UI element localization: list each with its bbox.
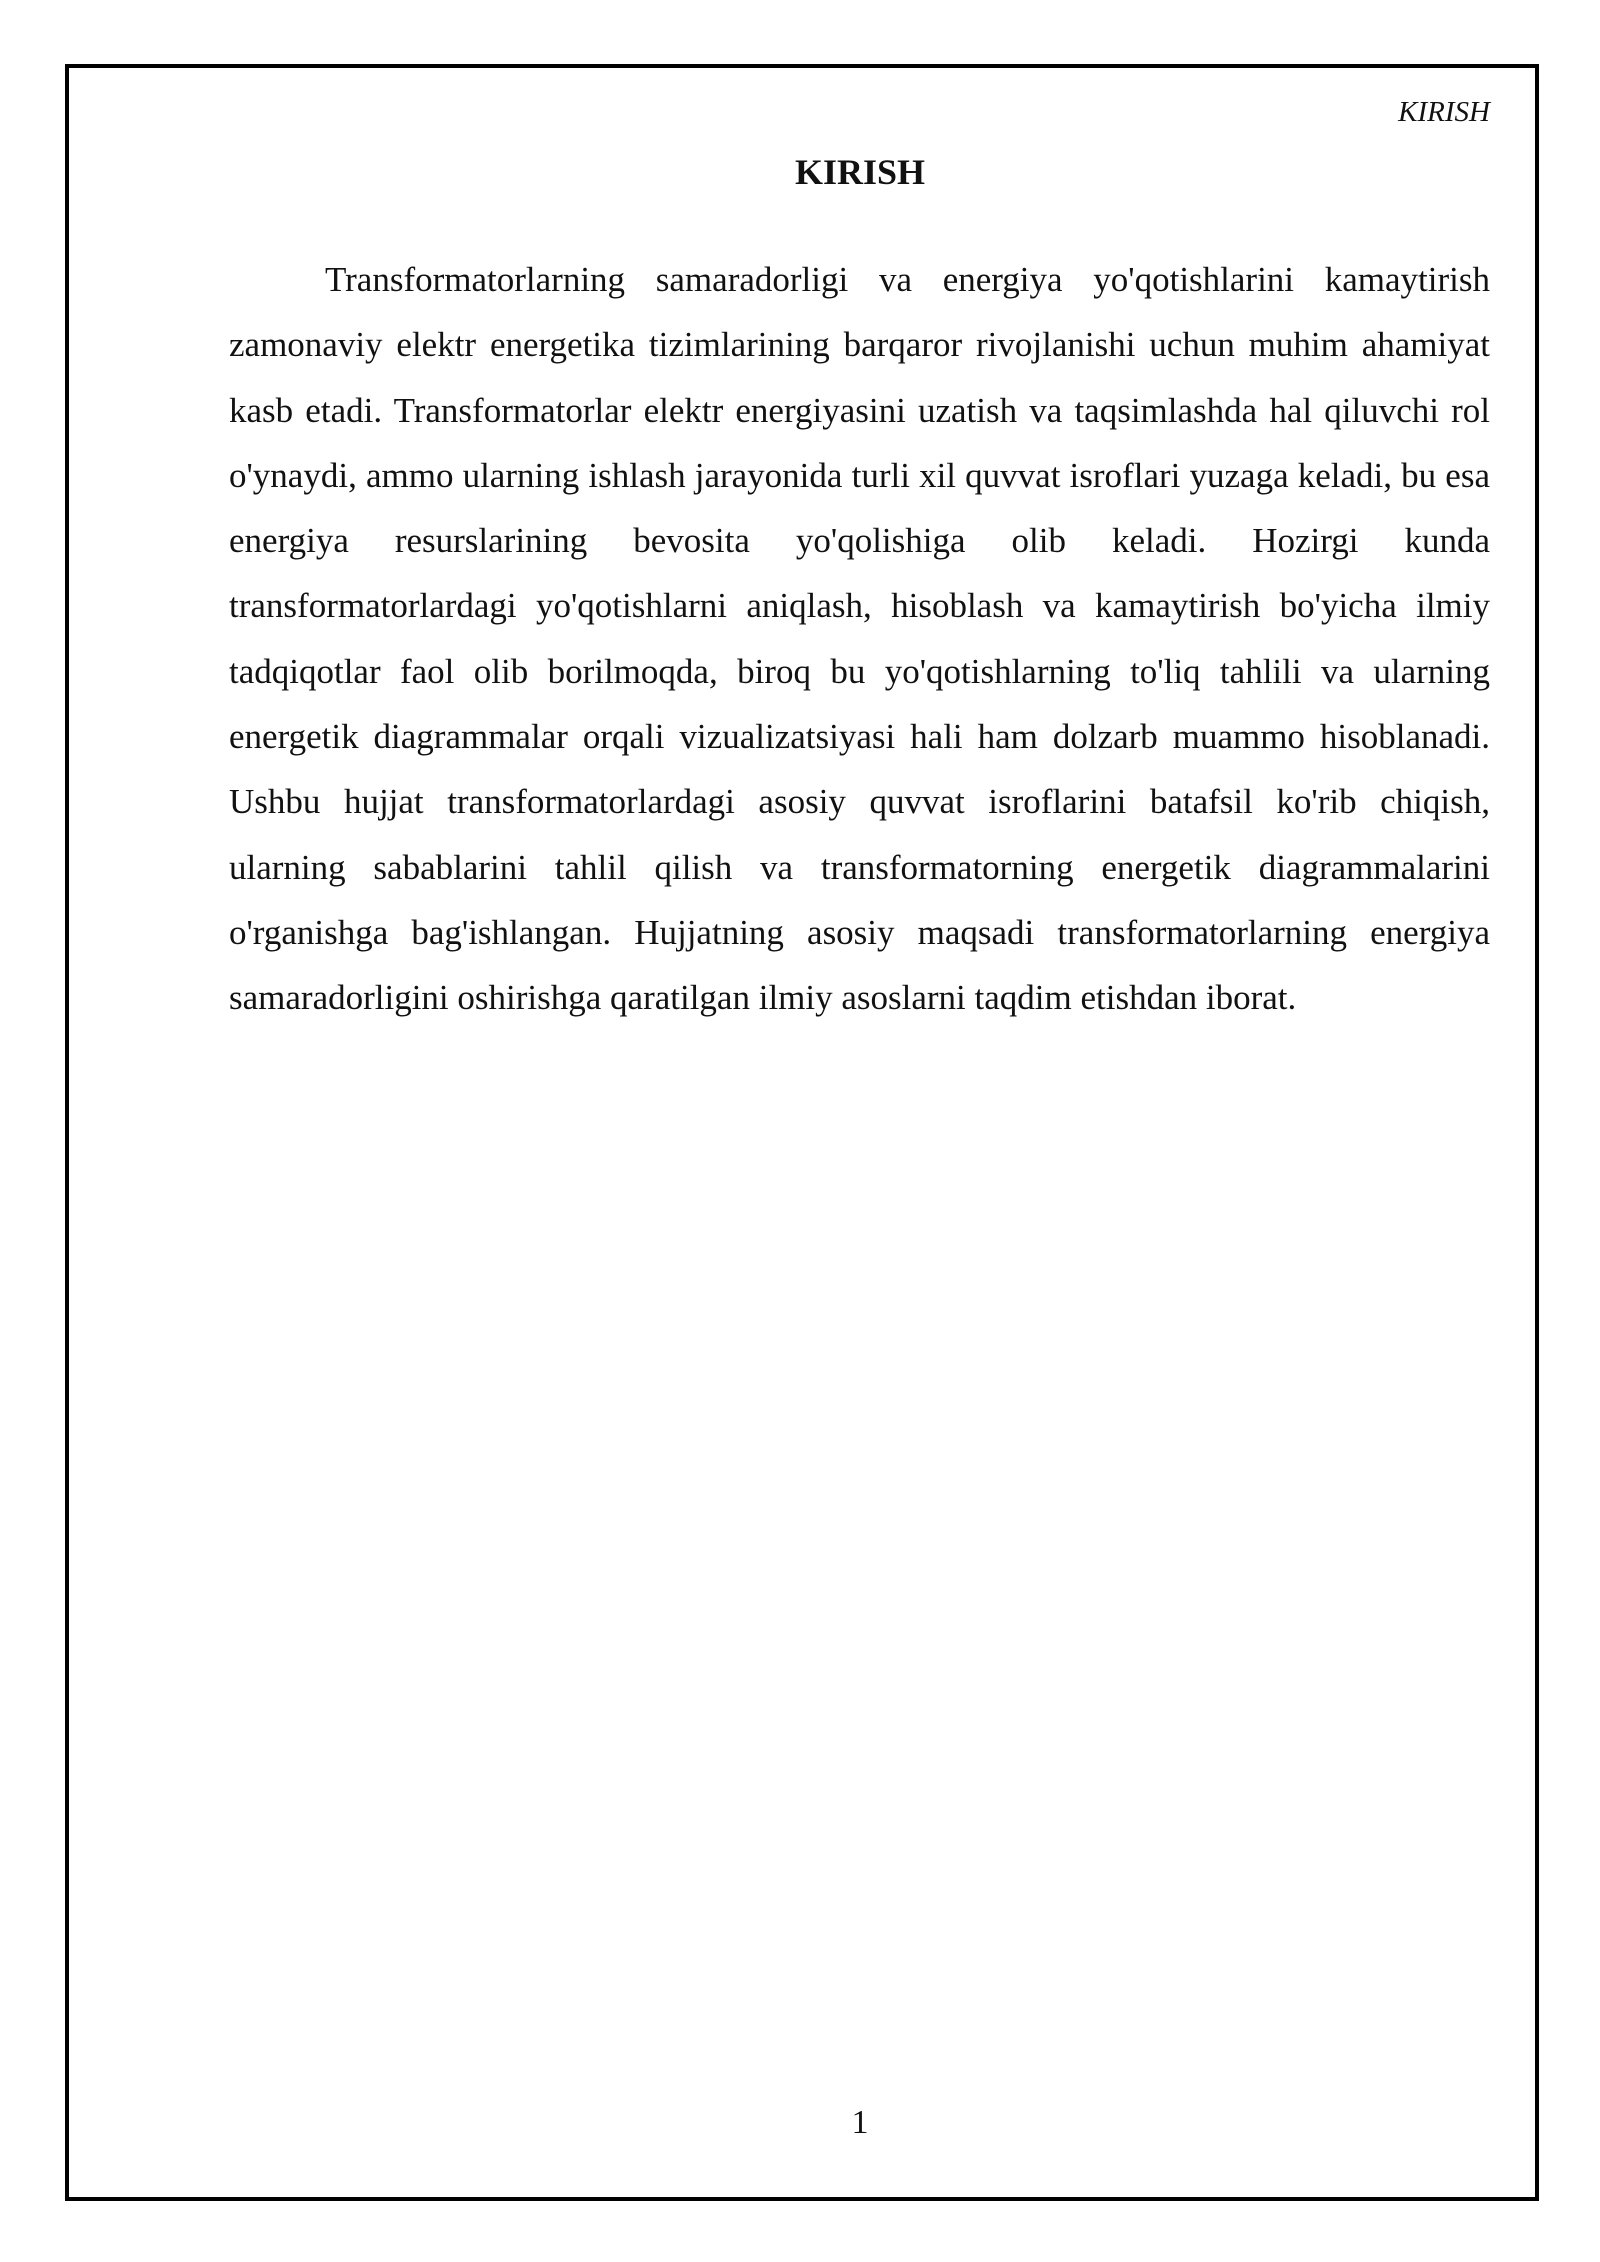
page-title: KIRISH [794,152,926,192]
running-header: KIRISH [1398,96,1490,128]
page-number: 1 [851,2104,869,2141]
body-paragraph: Transformatorlarning samaradorligi va energiya yo'qotishlarini kamaytirish zamonaviy elektr energetika tizimlarining barqaror rivojlanishi uchun muhim ahamiyat kasb etadi. Transformatorlar elektr energiyasini uzatish va taqsimlashda hal qiluvchi rol o'ynaydi, ammo ularning ishlash jarayonida turli xil quvvat isroflari yuzaga keladi, bu esa energiya resurslarining bevosita yo'qolishiga olib keladi. Hozirgi kunda transformatorlardagi yo'qotishlarni aniqlash, hisoblash va kamaytirish bo'yicha ilmiy tadqiqotlar faol olib borilmoqda, biroq bu yo'qotishlarning to'liq tahlili va ularning energetik diagrammalar orqali vizualizatsiyasi hali ham dolzarb muammo hisoblanadi. Ushbu hujjat transformatorlardagi asosiy quvvat isroflarini batafsil ko'rib chiqish, ularning sabablarini tahlil qilish va transformatorning energetik diagrammalarini o'rganishga bag'ishlangan. Hujjatning asosiy maqsadi transformatorlarning energiya samaradorligini oshirishga qaratilgan ilmiy asoslarni taqdim etishdan iborat. [229,260,1490,1018]
